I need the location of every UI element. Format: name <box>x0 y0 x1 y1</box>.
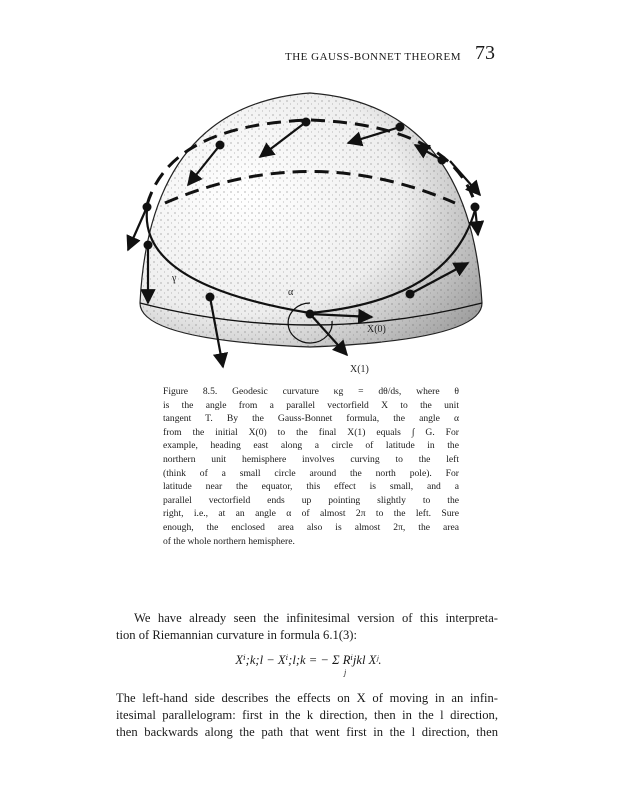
page-number: 73 <box>475 42 495 64</box>
caption-line: from the initial X(0) to the final X(1) equals ∫ G. For <box>163 426 459 438</box>
hemisphere-diagram <box>110 85 510 385</box>
x0-label: X(0) <box>367 324 386 335</box>
caption-line: (think of a small circle around the north pole). For <box>163 467 459 479</box>
caption-line: of the whole northern hemisphere. <box>163 535 295 547</box>
caption-line: parallel vectorfield ends up pointing slightly to the <box>163 494 459 506</box>
figure-caption <box>163 385 459 548</box>
text-line: We have already seen the infinitesimal version of this interpreta- <box>134 611 498 625</box>
caption-line: Figure 8.5. Geodesic curvature κg = dθ/ds, where θ <box>163 386 459 397</box>
equation-text: Xⁱ;k;l − Xⁱ;l;k = − Σ Rⁱjkl Xʲ. <box>235 653 382 667</box>
caption-line: northern unit hemisphere involves curving to the left <box>163 453 459 465</box>
caption-line: is the angle from a parallel vectorfield X to the unit <box>163 399 459 411</box>
caption-line: tangent T. By the Gauss-Bonnet formula, the angle α <box>163 413 459 425</box>
x1-label: X(1) <box>350 364 369 375</box>
text-line: then backwards along the path that went first in the l direction, then <box>116 725 498 739</box>
sum-index: j <box>344 668 347 677</box>
paragraph-1 <box>116 610 498 644</box>
alpha-label: α <box>288 287 294 298</box>
hemisphere-figure <box>110 85 510 385</box>
text-line: itesimal parallelogram: first in the k direction, then in the l direction, <box>116 708 498 722</box>
text-line: tion of Riemannian curvature in formula 6.1(3): <box>116 628 357 642</box>
curvature-equation <box>0 652 617 677</box>
hemisphere-stipple <box>140 93 482 347</box>
vector-arrow <box>475 207 478 235</box>
paragraph-2 <box>116 690 498 741</box>
caption-line: enough, the enclosed area also is almost 2π, the area <box>163 521 459 533</box>
caption-line: latitude near the equator, this effect is small, and a <box>163 481 459 493</box>
text-line: The left-hand side describes the effects on X of moving in an infin- <box>116 691 498 705</box>
caption-line: right, i.e., at an angle α of almost 2π to the left. Sure <box>163 508 459 520</box>
caption-line: example, heading east along a circle of latitude in the <box>163 440 459 452</box>
gamma-label: γ <box>172 273 177 284</box>
running-title: THE GAUSS-BONNET THEOREM <box>285 51 461 63</box>
